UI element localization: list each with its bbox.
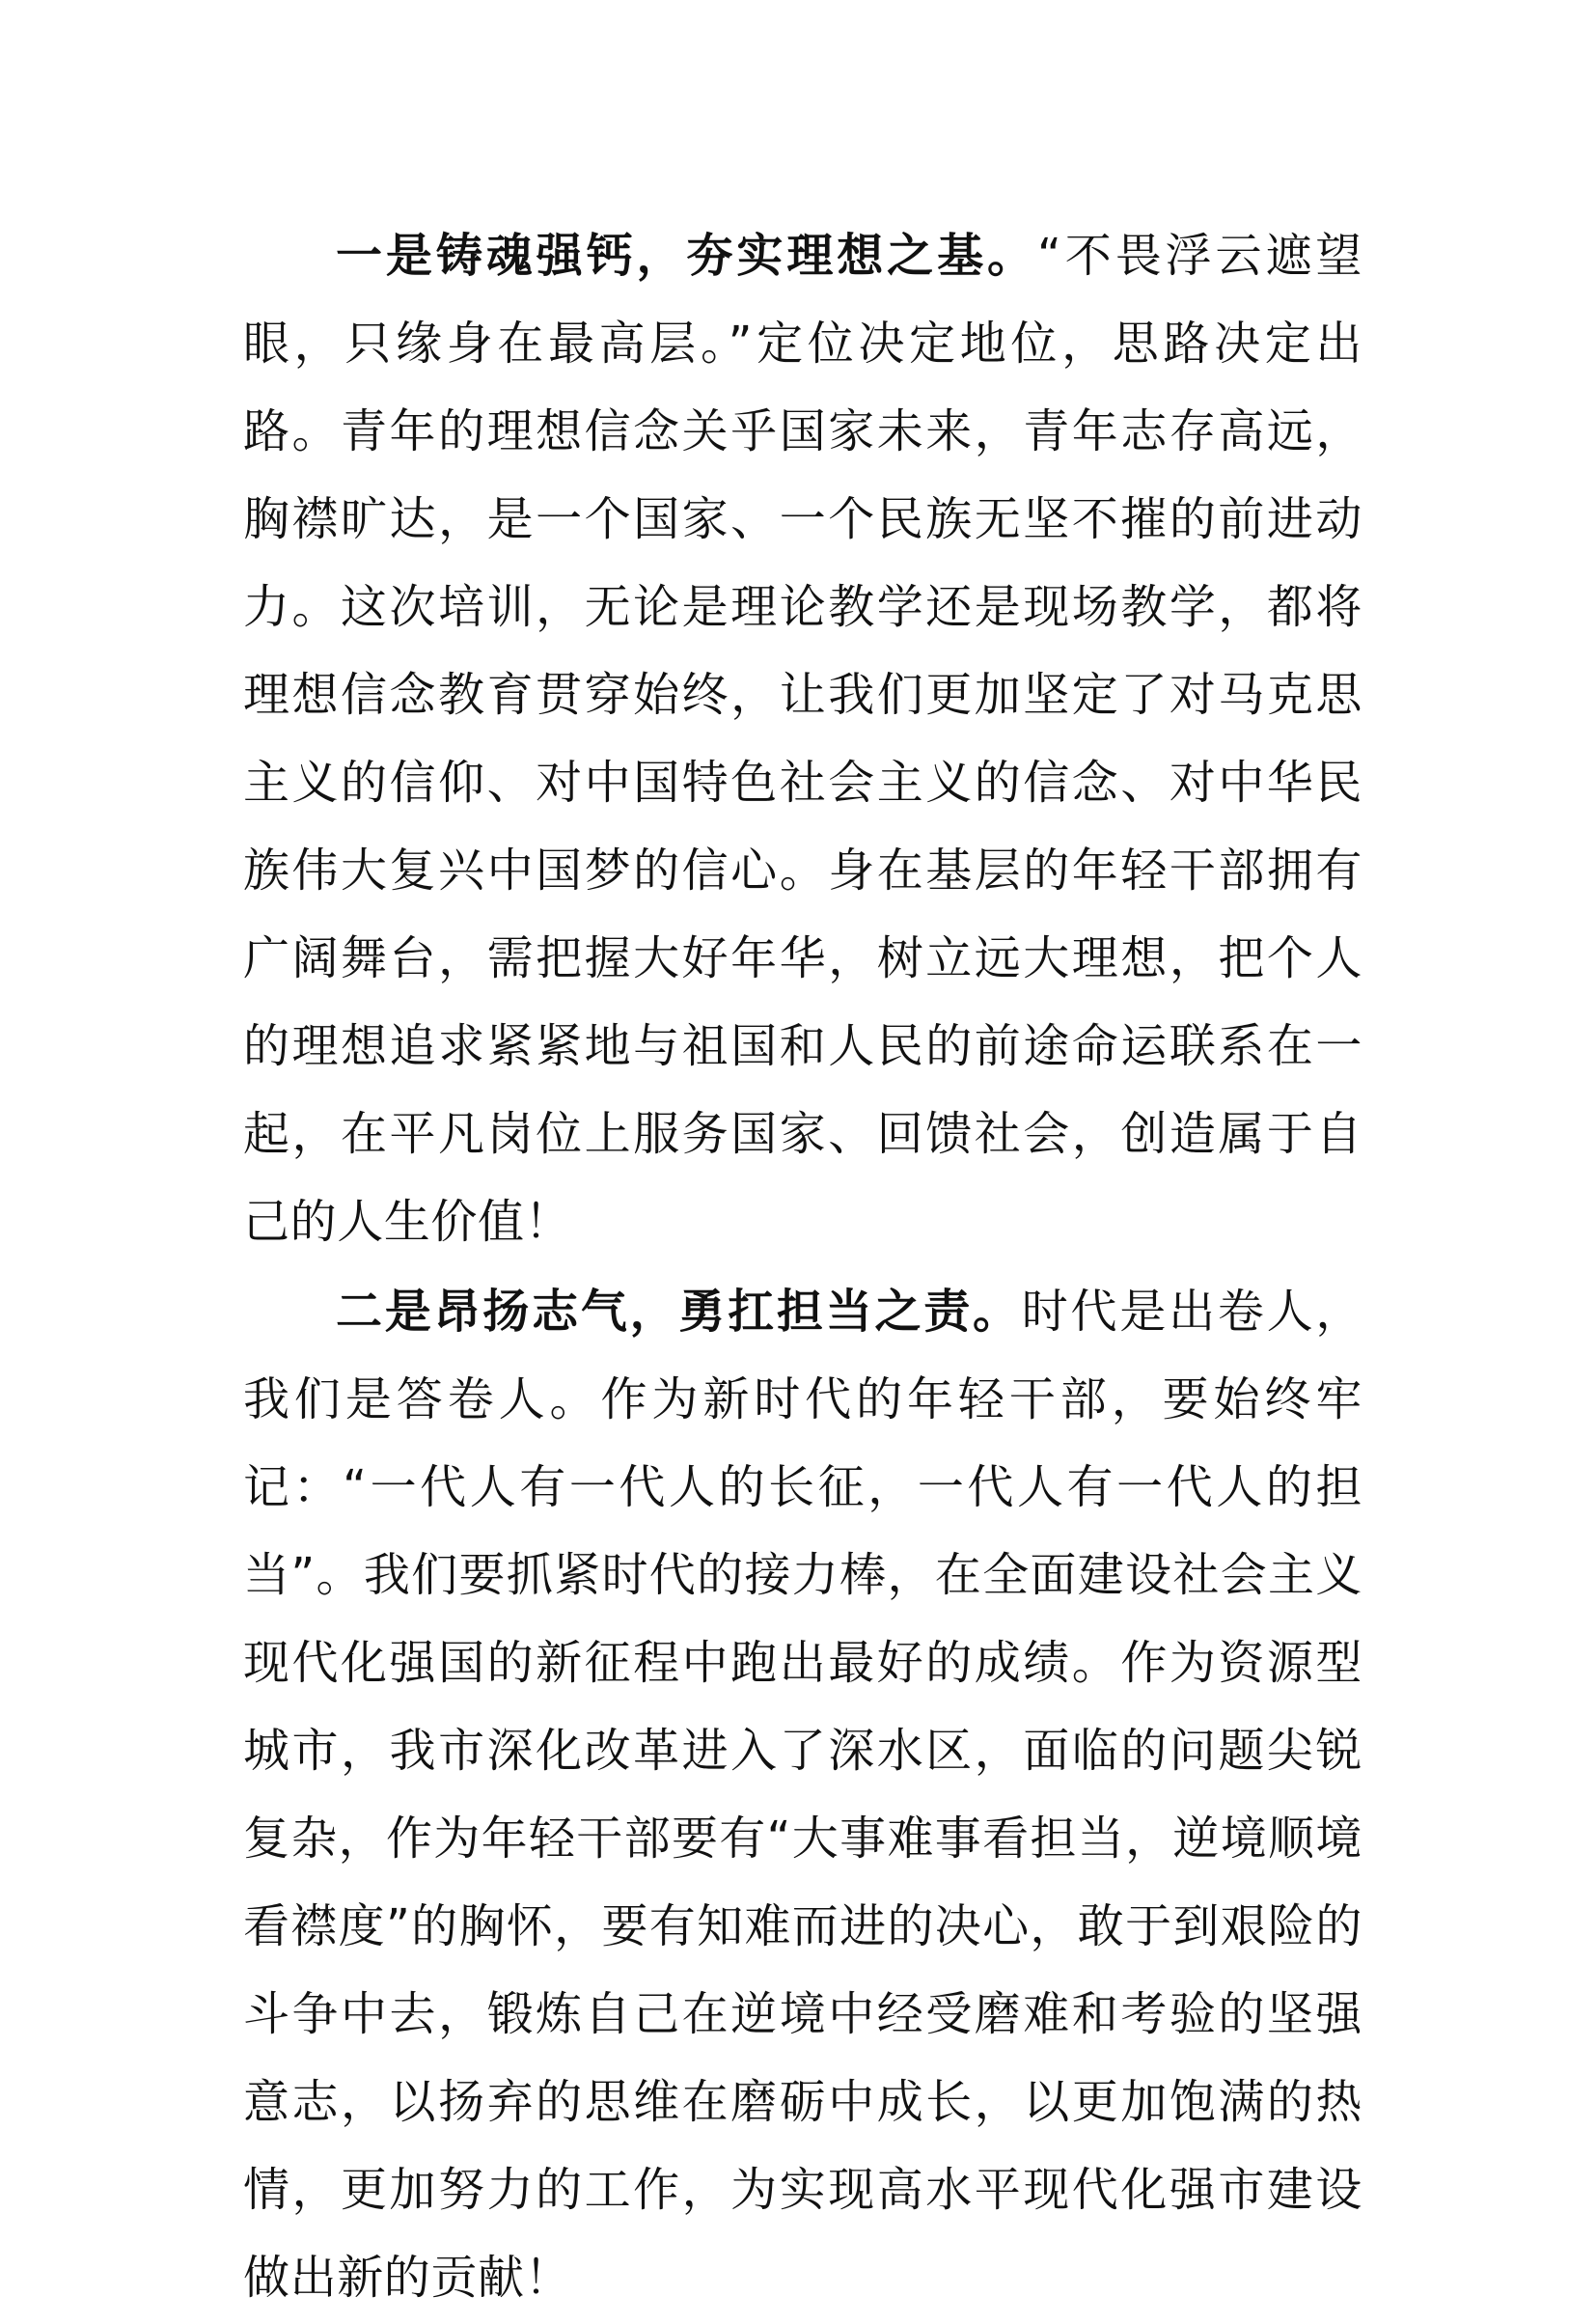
paragraph-2-body: 时代是出卷人，我们是答卷人。作为新时代的年轻干部，要始终牢记：“一代人有一代人的长征，一代人有一代人的担当”。我们要抓紧时代的接力棒，在全面建设社会主义现代化强国的新征程中跑出最好的成绩。作为资源型城市，我市深化改革进入了深水区，面临的问题尖锐复杂，作为年轻干部要有“大事难事看担当，逆境顺境看襟度”的胸怀，要有知难而进的决心，敢于到艰险的斗争中去，锻炼自己在逆境中经受磨难和考验的坚强意志，以扬弃的思维在磨砺中成长，以更加饱满的热情，更加努力的工作，为实现高水平现代化强市建设做出新的贡献！ bbox=[243, 1285, 1362, 2305]
paragraph-1 bbox=[243, 212, 1362, 1266]
paragraph-2 bbox=[243, 1268, 1362, 2322]
paragraph-2-lead: 二是昂扬志气，勇扛担当之责。 bbox=[336, 1285, 1022, 1339]
paragraph-1-lead: 一是铸魂强钙，夯实理想之基。 bbox=[336, 229, 1037, 283]
document-page bbox=[243, 212, 1362, 2324]
paragraph-1-body: “不畏浮云遮望眼，只缘身在最高层。”定位决定地位，思路决定出路。青年的理想信念关乎国家未来，青年志存高远，胸襟旷达，是一个国家、一个民族无坚不摧的前进动力。这次培训，无论是理论教学还是现场教学，都将理想信念教育贯穿始终，让我们更加坚定了对马克思主义的信仰、对中国特色社会主义的信念、对中华民族伟大复兴中国梦的信心。身在基层的年轻干部拥有广阔舞台，需把握大好年华，树立远大理想，把个人的理想追求紧紧地与祖国和人民的前途命运联系在一起，在平凡岗位上服务国家、回馈社会，创造属于自己的人生价值！ bbox=[243, 229, 1362, 1249]
